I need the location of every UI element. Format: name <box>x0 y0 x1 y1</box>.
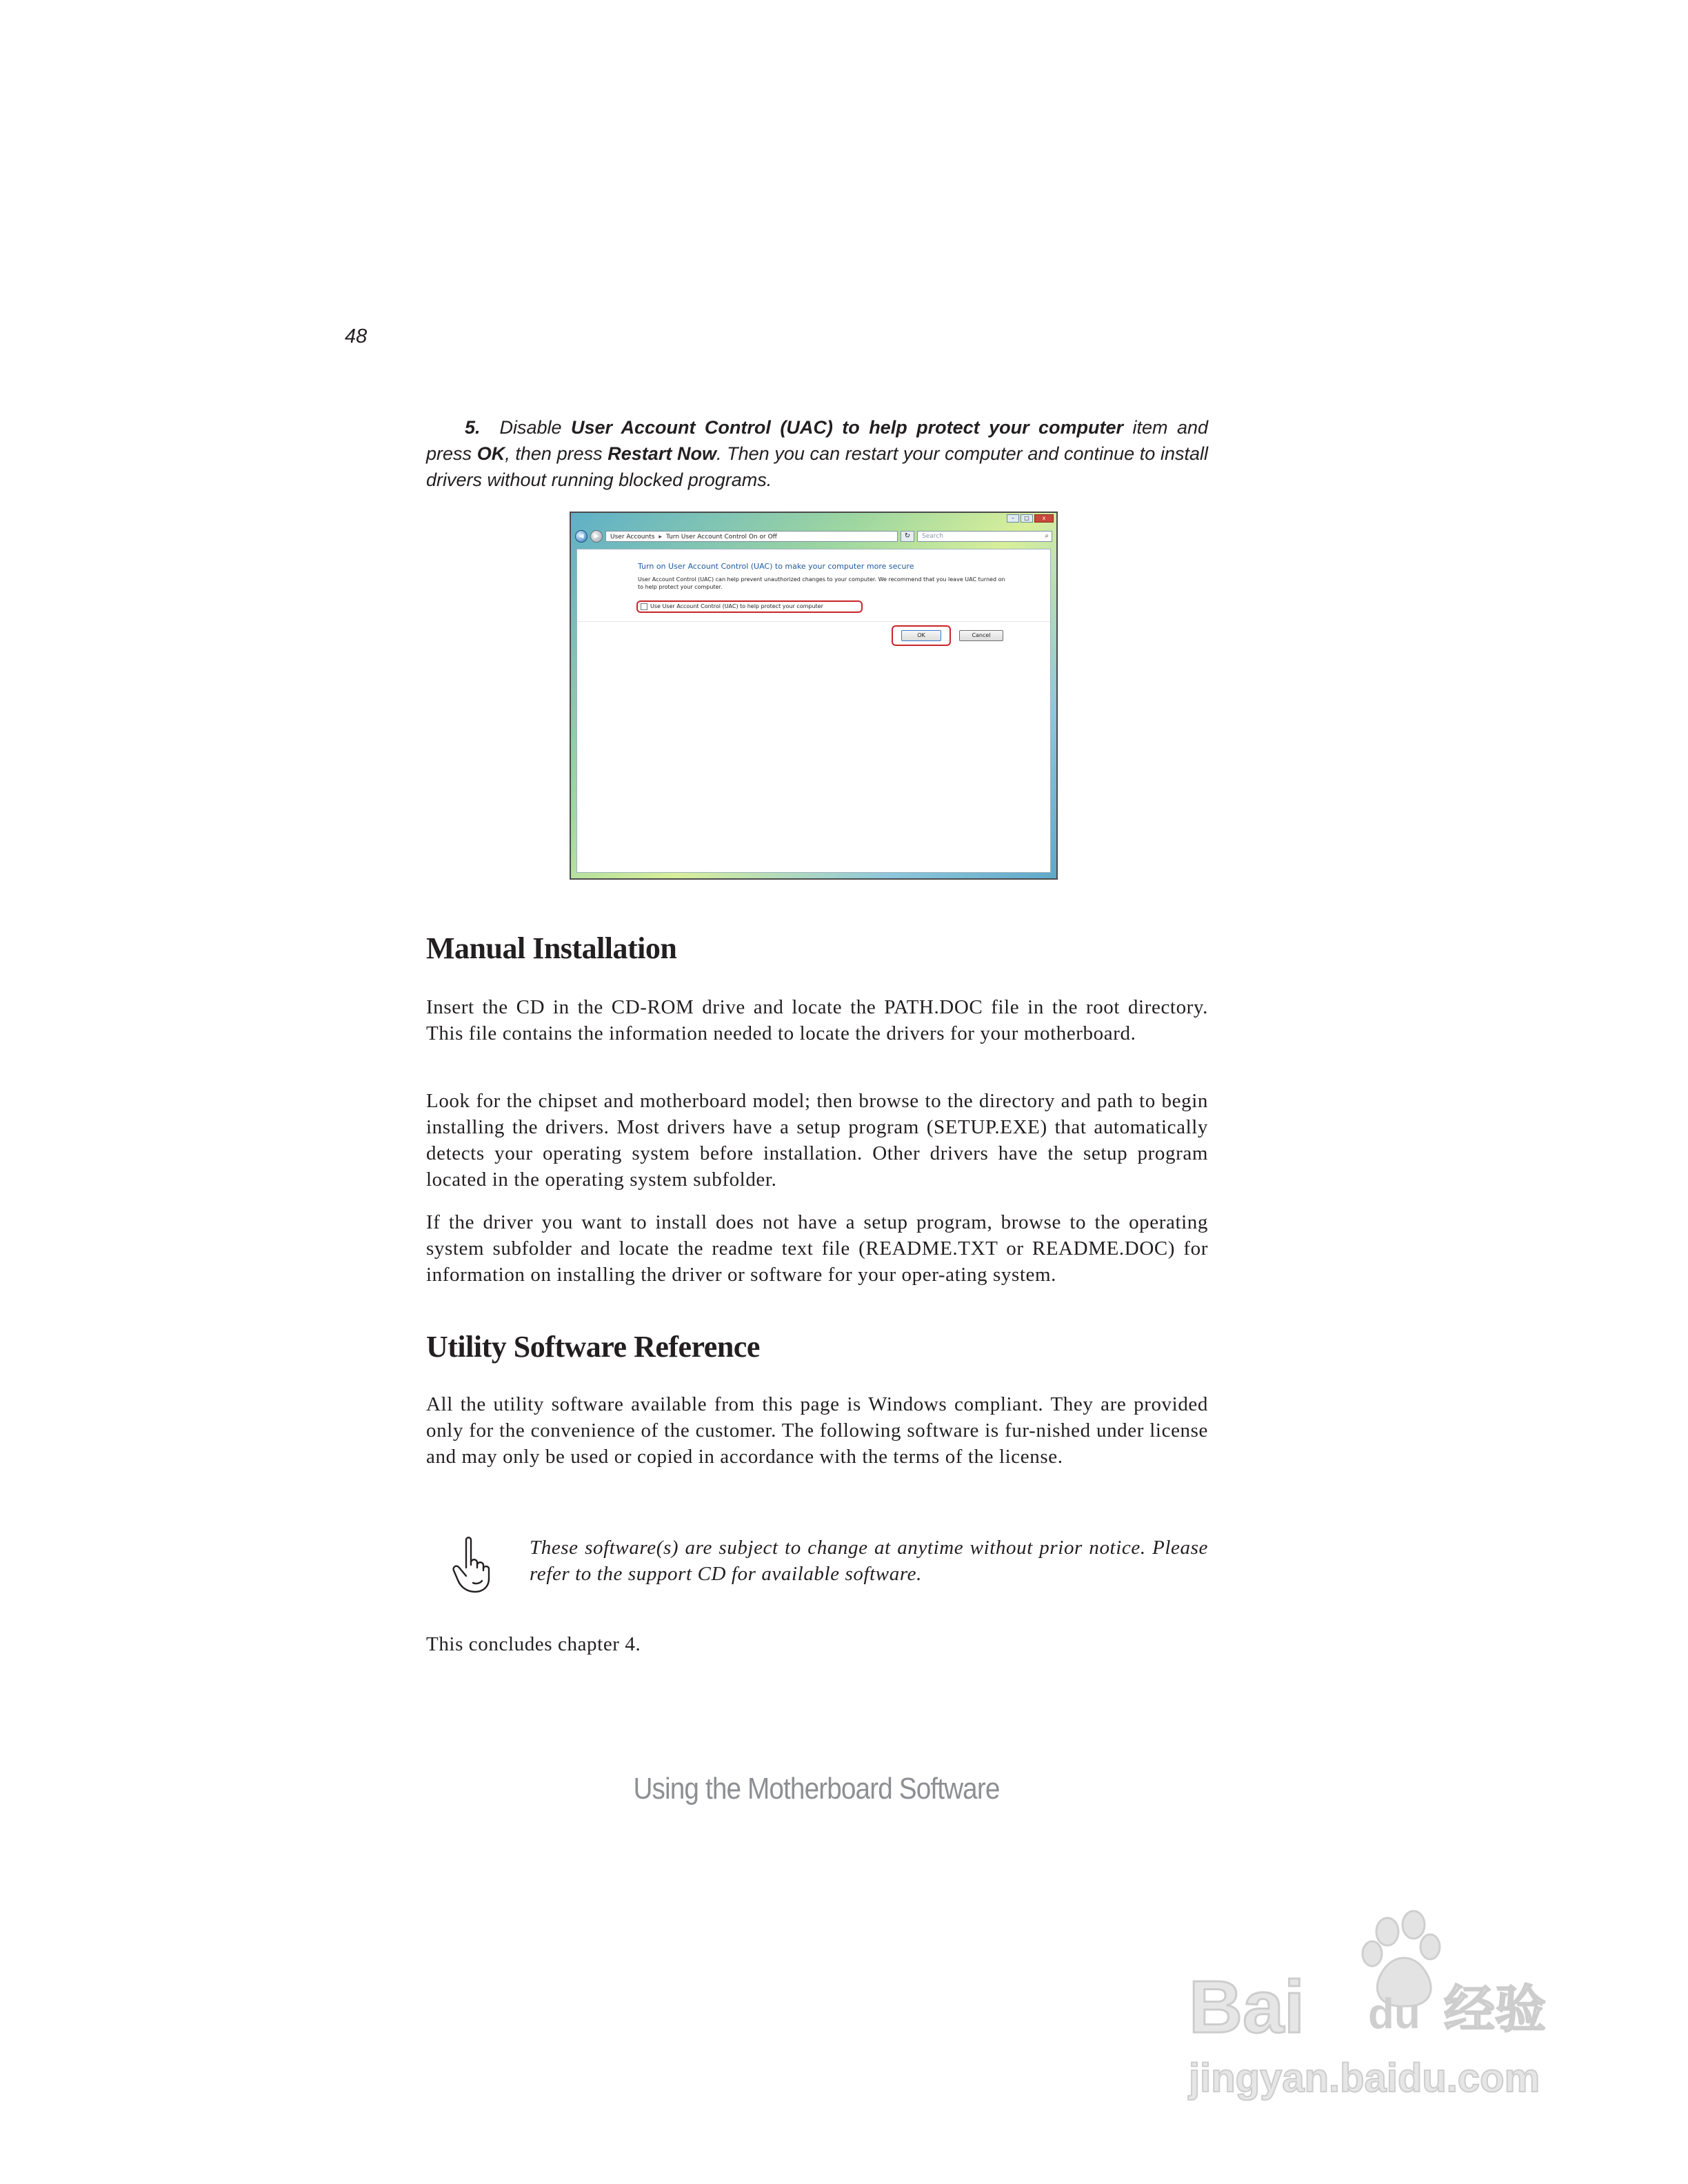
heading-utility-software: Utility Software Reference <box>426 1330 760 1364</box>
step-text: . Then you can restart your computer and continue to install drivers without running blocked programs. <box>426 443 1209 490</box>
step-text: Disable <box>499 417 572 438</box>
breadcrumb-separator-icon: ▸ <box>659 534 662 540</box>
step-bold-uac: User Account Control (UAC) to help protect your computer <box>571 417 1124 438</box>
minimize-icon[interactable]: – <box>1007 514 1019 523</box>
baidu-watermark <box>1176 1904 1576 2111</box>
breadcrumb-user-accounts[interactable]: User Accounts <box>610 534 655 540</box>
back-arrow-icon[interactable]: ◀ <box>575 530 587 543</box>
search-placeholder: Search <box>922 533 943 540</box>
manual-paragraph-2: Look for the chipset and motherboard model; then browse to the directory and path to begin installing the drivers. Most drivers have a setup program (SETUP.EXE) that automatically detects your operating system before installation. Other drivers have the setup program located in the operating system subfolder. <box>426 1090 1208 1191</box>
conclusion-text: This concludes chapter 4. <box>426 1633 641 1655</box>
ok-button[interactable]: OK <box>901 630 941 641</box>
uac-title: Turn on User Account Control (UAC) to make your computer more secure <box>638 562 914 571</box>
utility-paragraph: All the utility software available from this page is Windows compliant. They are provided only for the convenience of the customer. The following software is fur-nished under license and may only be used or copied in accordance with the terms of the license. <box>426 1393 1208 1468</box>
step-bold-ok: OK <box>476 443 505 464</box>
navigation-bar <box>575 529 1052 543</box>
window-controls <box>1007 514 1054 523</box>
uac-content-panel <box>576 549 1051 873</box>
uac-screenshot <box>570 512 1058 880</box>
software-note: These software(s) are subject to change at anytime without prior notice. Please refer to the support CD for available software. <box>530 1537 1208 1585</box>
breadcrumb-uac[interactable]: Turn User Account Control On or Off <box>665 534 777 540</box>
refresh-icon[interactable]: ↻ <box>901 531 914 542</box>
step-text: item and press <box>426 417 1208 464</box>
step-5-instruction <box>426 414 1208 493</box>
step-text: , then press <box>505 443 608 464</box>
close-icon[interactable]: x <box>1034 514 1054 523</box>
divider <box>577 621 1050 622</box>
step-bold-restart: Restart Now <box>607 443 716 464</box>
cancel-button[interactable]: Cancel <box>959 630 1003 641</box>
uac-checkbox-row[interactable] <box>636 600 863 613</box>
forward-arrow-icon[interactable]: ▶ <box>590 530 603 543</box>
page-number: 48 <box>345 325 368 347</box>
step-number: 5. <box>465 417 481 438</box>
search-icon[interactable]: ⌕ <box>1045 532 1049 540</box>
watermark-brand: Bai <box>1189 1965 1305 2048</box>
watermark-url: jingyan.baidu.com <box>1189 2056 1540 2101</box>
manual-paragraph-1: Insert the CD in the CD-ROM drive and locate the PATH.DOC file in the root directory. This file contains the information needed to locate the drivers for your motherboard. <box>426 996 1208 1044</box>
address-bar[interactable] <box>605 531 898 542</box>
page-footer: Using the Motherboard Software <box>633 1772 1000 1806</box>
watermark-brand-du: du <box>1368 1990 1420 2038</box>
maximize-icon[interactable]: □ <box>1021 514 1033 523</box>
manual-paragraph-3: If the driver you want to install does not have a setup program, browse to the operating system subfolder and locate the readme text file (README.TXT or README.DOC) for information on installing the driver or software for your oper-ating system. <box>426 1211 1208 1286</box>
uac-checkbox[interactable] <box>641 603 647 610</box>
watermark-brand-cn: 经验 <box>1444 1980 1546 2039</box>
ok-highlight <box>892 625 951 646</box>
pointing-hand-icon <box>445 1535 499 1594</box>
uac-description: User Account Control (UAC) can help prevent unauthorized changes to your computer. We recommend that you leave UAC turned on to help protect your computer. <box>638 576 1005 590</box>
uac-checkbox-label: Use User Account Control (UAC) to help protect your computer <box>650 603 823 609</box>
search-input[interactable] <box>917 531 1052 542</box>
heading-manual-installation: Manual Installation <box>426 931 677 965</box>
